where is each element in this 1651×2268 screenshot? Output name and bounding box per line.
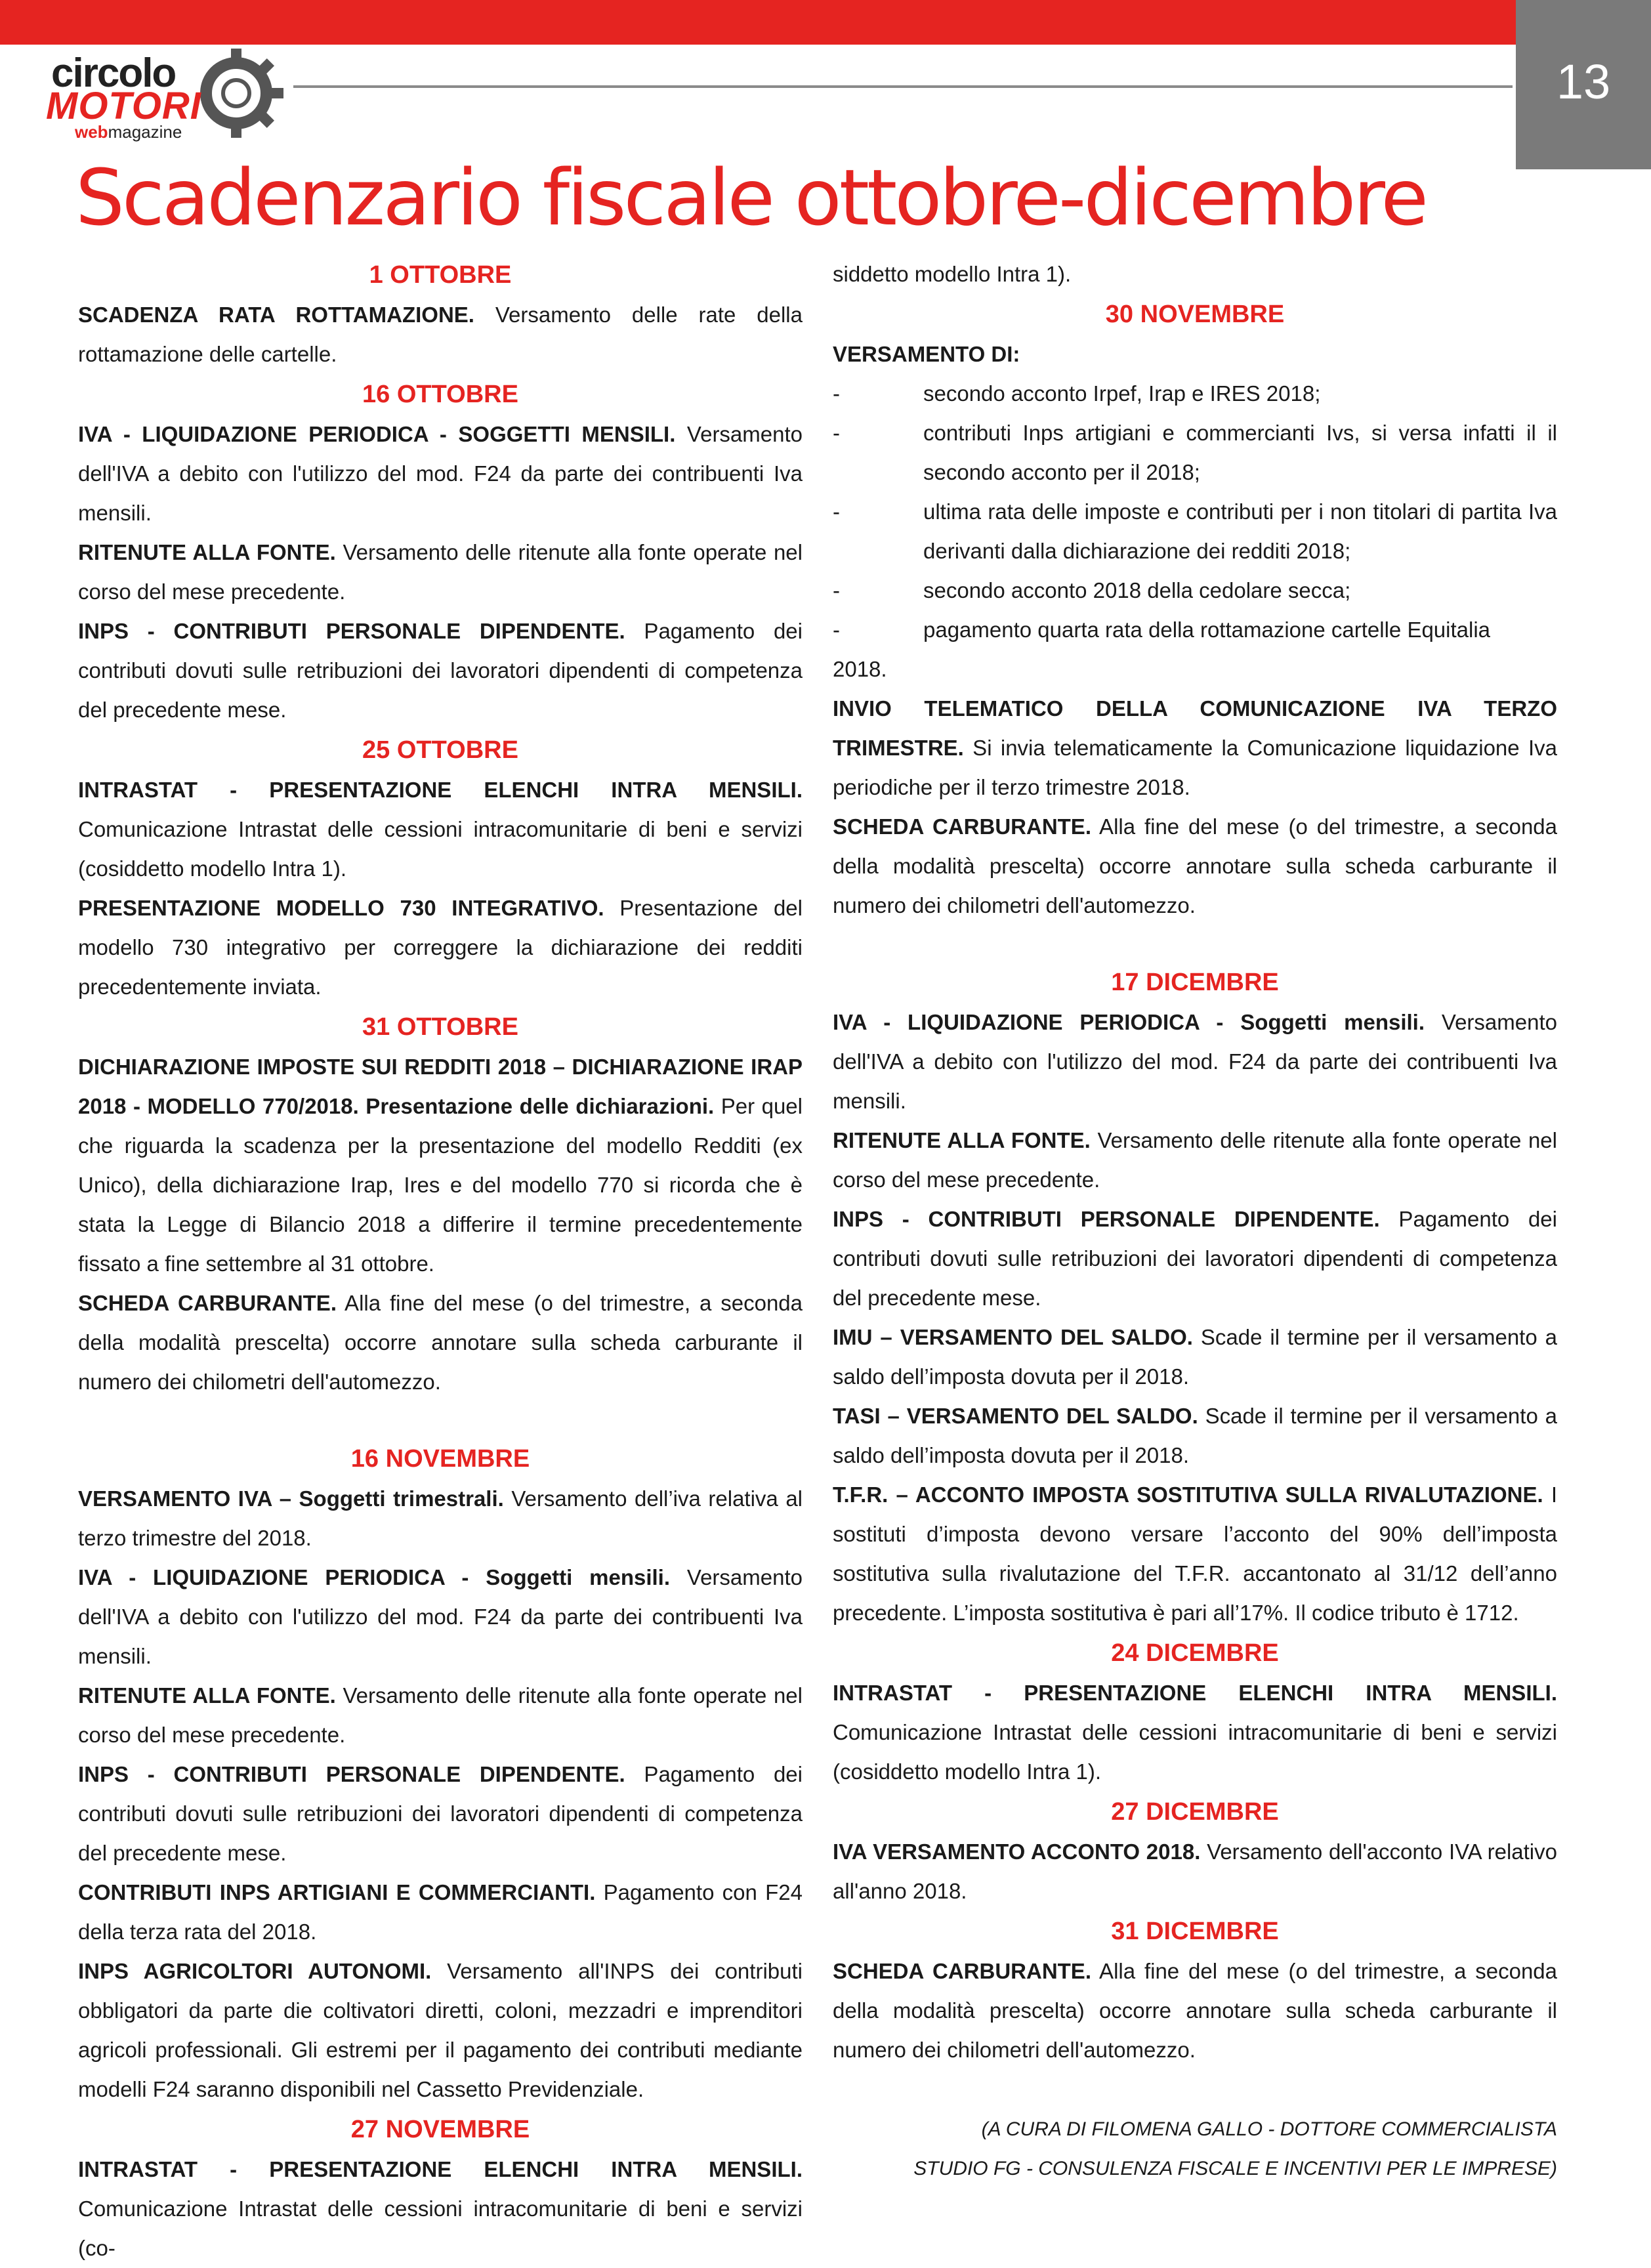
top-red-bar	[0, 0, 1516, 45]
paragraph-lead: INPS - CONTRIBUTI PERSONALE DIPENDENTE.	[833, 1207, 1380, 1231]
list-dash: -	[833, 421, 840, 445]
paragraph-text: Pagamento dei contributi dovuti sulle retribuzioni dei lavoratori dipendenti di competenza del precedente mese.	[78, 1762, 803, 1865]
paragraph-text: Versamento delle ritenute alla fonte operate nel corso del mese precedente.	[833, 1128, 1557, 1192]
date-heading: 27 NOVEMBRE	[350, 2116, 530, 2143]
paragraph-text: Pagamento dei contributi dovuti sulle retribuzioni dei lavoratori dipendenti di competenza del precedente mese.	[78, 619, 803, 722]
date-heading: 30 NOVEMBRE	[1105, 301, 1285, 328]
logo-line-motori: MOTORI	[46, 85, 201, 127]
paragraph	[833, 1673, 1557, 1792]
list-text: ultima rata delle imposte e contributi per i non titolari di partita Iva derivanti dalla dichiarazione dei redditi 2018;	[923, 499, 1557, 563]
article-credit	[833, 2110, 1557, 2189]
list-item	[833, 610, 1557, 650]
credit-line: (A CURA DI FILOMENA GALLO - DOTTORE COMMERCIALISTA	[981, 2118, 1557, 2140]
list-dash: -	[833, 381, 840, 406]
header-rule	[293, 85, 1513, 88]
date-heading: 25 OTTOBRE	[362, 736, 518, 764]
paragraph-text: Versamento dell'IVA a debito con l'utilizzo del mod. F24 da parte dei contribuenti Iva mensili.	[78, 422, 803, 525]
paragraph	[833, 335, 1557, 374]
paragraph-text: Versamento delle rate della rottamazione delle cartelle.	[78, 303, 803, 366]
date-heading: 16 OTTOBRE	[362, 381, 518, 408]
paragraph	[78, 2150, 803, 2268]
paragraph-lead: SCHEDA CARBURANTE.	[833, 814, 1091, 839]
list-dash: -	[833, 499, 840, 524]
paragraph-text: I sostituti d’imposta devono versare l’acconto del 90% dell’imposta sostitutiva sulla rivalutazione del T.F.R. accantonato al 31/12 dell’anno precedente. L’imposta sostitutiva è pari all’17%. Il codice tributo è 1712.	[833, 1482, 1557, 1625]
paragraph	[78, 1873, 803, 1952]
date-heading: 24 DICEMBRE	[1111, 1639, 1279, 1667]
list-item	[833, 374, 1557, 413]
page-number-tab	[1516, 0, 1651, 169]
paragraph-text: Versamento delle ritenute alla fonte operate nel corso del mese precedente.	[78, 540, 803, 604]
paragraph-text: Pagamento dei contributi dovuti sulle retribuzioni dei lavoratori dipendenti di competenza del precedente mese.	[833, 1207, 1557, 1310]
logo-magazine: magazine	[108, 122, 182, 142]
paragraph-lead: SCHEDA CARBURANTE.	[833, 1959, 1091, 1983]
paragraph	[78, 770, 803, 889]
paragraph	[833, 1121, 1557, 1200]
paragraph-text: Presentazione del modello 730 integrativo per correggere la dichiarazione dei redditi precedentemente inviata.	[78, 896, 803, 999]
logo-line-webmagazine	[75, 122, 182, 142]
paragraph-text: Versamento dell'IVA a debito con l'utilizzo del mod. F24 da parte dei contribuenti Iva mensili.	[78, 1565, 803, 1668]
paragraph-text: Scade il termine per il versamento a saldo dell’imposta dovuta per il 2018.	[833, 1404, 1557, 1467]
list-dash: -	[833, 578, 840, 602]
paragraph-text: Versamento dell'acconto IVA relativo all'anno 2018.	[833, 1839, 1557, 1903]
paragraph-text: Versamento dell'IVA a debito con l'utilizzo del mod. F24 da parte dei contribuenti Iva mensili.	[833, 1010, 1557, 1113]
paragraph-lead: INTRASTAT - PRESENTAZIONE ELENCHI INTRA MENSILI.	[833, 1681, 1557, 1705]
paragraph-text: Alla fine del mese (o del trimestre, a seconda della modalità prescelta) occorre annotare sulla scheda carburante il numero dei chilometri dell'automezzo.	[78, 1291, 803, 1394]
paragraph-lead: IVA VERSAMENTO ACCONTO 2018.	[833, 1839, 1201, 1864]
paragraph	[78, 1479, 803, 1558]
date-heading: 1 OTTOBRE	[369, 261, 512, 289]
paragraph-lead: VERSAMENTO IVA – Soggetti trimestrali.	[78, 1486, 504, 1511]
paragraph	[78, 415, 803, 533]
paragraph-text: Comunicazione Intrastat delle cessioni intracomunitarie di beni e servizi (cosiddetto modello Intra 1).	[78, 817, 803, 881]
paragraph-text: Alla fine del mese (o del trimestre, a seconda della modalità prescelta) occorre annotare sulla scheda carburante il numero dei chilometri dell'automezzo.	[833, 1959, 1558, 2062]
paragraph-lead: IMU – VERSAMENTO DEL SALDO.	[833, 1325, 1193, 1349]
paragraph	[78, 295, 803, 374]
paragraph-lead: T.F.R. – ACCONTO IMPOSTA SOSTITUTIVA SULLA RIVALUTAZIONE.	[833, 1482, 1543, 1507]
paragraph	[833, 807, 1557, 925]
paragraph	[78, 1558, 803, 1676]
list-text: secondo acconto 2018 della cedolare secca;	[923, 578, 1351, 602]
list-item	[833, 571, 1557, 610]
circolo-motori-logo	[46, 47, 256, 142]
paragraph	[78, 1047, 803, 1284]
spacer	[78, 1402, 803, 1438]
paragraph	[833, 1832, 1557, 1911]
paragraph-lead: IVA - LIQUIDAZIONE PERIODICA - SOGGETTI MENSILI.	[78, 422, 676, 446]
paragraph-text: Versamento all'INPS dei contributi obbligatori da parte die coltivatori diretti, coloni, mezzadri e imprenditori agricoli professionali. Gli estremi per il pagamento dei contributi mediante modelli F24 saranno disponibili nel Cassetto Previdenziale.	[78, 1959, 803, 2101]
paragraph-text: Versamento delle ritenute alla fonte operate nel corso del mese precedente.	[78, 1683, 803, 1747]
paragraph	[78, 612, 803, 730]
paragraph-lead: INVIO TELEMATICO DELLA COMUNICAZIONE IVA TERZO TRIMESTRE.	[833, 696, 1557, 760]
paragraph	[833, 1003, 1557, 1121]
right-column	[833, 255, 1557, 2070]
spacer	[833, 925, 1557, 962]
date-heading: 27 DICEMBRE	[1111, 1798, 1279, 1826]
paragraph-lead: INPS AGRICOLTORI AUTONOMI.	[78, 1959, 432, 1983]
paragraph	[78, 533, 803, 612]
left-column	[78, 255, 803, 2268]
paragraph-lead: PRESENTAZIONE MODELLO 730 INTEGRATIVO.	[78, 896, 604, 920]
paragraph-lead: VERSAMENTO DI:	[833, 342, 1020, 366]
page-number: 13	[1556, 54, 1611, 109]
paragraph-text: Versamento dell’iva relativa al terzo trimestre del 2018.	[78, 1486, 803, 1550]
paragraph-lead: RITENUTE ALLA FONTE.	[78, 1683, 336, 1708]
paragraph: siddetto modello Intra 1).	[833, 262, 1072, 286]
date-heading: 17 DICEMBRE	[1111, 969, 1279, 996]
credit-line: STUDIO FG - CONSULENZA FISCALE E INCENTIVI PER LE IMPRESE)	[913, 2158, 1557, 2179]
date-heading: 31 DICEMBRE	[1111, 1918, 1279, 1945]
paragraph-lead: IVA - LIQUIDAZIONE PERIODICA - Soggetti mensili.	[78, 1565, 671, 1589]
paragraph-lead: TASI – VERSAMENTO DEL SALDO.	[833, 1404, 1198, 1428]
paragraph	[833, 1318, 1557, 1396]
paragraph	[78, 1952, 803, 2109]
paragraph-lead: INTRASTAT - PRESENTAZIONE ELENCHI INTRA MENSILI.	[78, 778, 803, 802]
paragraph-lead: INPS - CONTRIBUTI PERSONALE DIPENDENTE.	[78, 619, 625, 643]
paragraph-lead: RITENUTE ALLA FONTE.	[833, 1128, 1091, 1152]
paragraph-lead: SCADENZA RATA ROTTAMAZIONE.	[78, 303, 474, 327]
paragraph-text: Alla fine del mese (o del trimestre, a seconda della modalità prescelta) occorre annotare sulla scheda carburante il numero dei chilometri dell'automezzo.	[833, 814, 1558, 917]
list-text: secondo acconto Irpef, Irap e IRES 2018;	[923, 381, 1321, 406]
paragraph-lead: RITENUTE ALLA FONTE.	[78, 540, 336, 564]
paragraph	[78, 889, 803, 1007]
paragraph-lead: INTRASTAT - PRESENTAZIONE ELENCHI INTRA MENSILI.	[78, 2157, 803, 2181]
paragraph-text: Si invia telematicamente la Comunicazione liquidazione Iva periodiche per il terzo trimestre 2018.	[833, 736, 1557, 799]
paragraph-text: Pagamento con F24 della terza rata del 2018.	[78, 1880, 803, 1944]
paragraph	[78, 1676, 803, 1755]
paragraph-text: Comunicazione Intrastat delle cessioni intracomunitarie di beni e servizi (cosiddetto modello Intra 1).	[833, 1720, 1557, 1784]
paragraph: 2018.	[833, 657, 887, 681]
paragraph-lead: DICHIARAZIONE IMPOSTE SUI REDDITI 2018 – DICHIARAZIONE IRAP 2018 - MODELLO 770/2018. Presentazione delle dichiarazioni.	[78, 1055, 803, 1118]
list-text: pagamento quarta rata della rottamazione cartelle Equitalia	[923, 618, 1491, 642]
date-heading: 31 OTTOBRE	[362, 1013, 518, 1041]
list-dash: -	[833, 618, 840, 642]
paragraph-lead: INPS - CONTRIBUTI PERSONALE DIPENDENTE.	[78, 1762, 625, 1786]
paragraph	[78, 1284, 803, 1402]
date-heading: 16 NOVEMBRE	[350, 1445, 530, 1473]
logo-web: web	[75, 122, 108, 142]
list-item	[833, 413, 1557, 492]
list-text: contributi Inps artigiani e commercianti Ivs, si versa infatti il il secondo acconto per il 2018;	[923, 421, 1557, 484]
paragraph	[833, 1396, 1557, 1475]
logo-line-circolo: circolo	[51, 51, 176, 96]
paragraph	[833, 1952, 1557, 2070]
paragraph	[78, 1755, 803, 1873]
paragraph	[833, 1475, 1557, 1633]
paragraph-text: Comunicazione Intrastat delle cessioni intracomunitarie di beni e servizi (co-	[78, 2196, 803, 2260]
paragraph-lead: CONTRIBUTI INPS ARTIGIANI E COMMERCIANTI.	[78, 1880, 596, 1904]
paragraph	[833, 689, 1557, 807]
paragraph-lead: IVA - LIQUIDAZIONE PERIODICA - Soggetti mensili.	[833, 1010, 1425, 1034]
paragraph-text: Scade il termine per il versamento a saldo dell’imposta dovuta per il 2018.	[833, 1325, 1557, 1389]
paragraph-lead: SCHEDA CARBURANTE.	[78, 1291, 337, 1315]
page-title: Scadenzario fiscale ottobre-dicembre	[75, 152, 1426, 243]
list-item	[833, 492, 1557, 571]
paragraph-text: Per quel che riguarda la scadenza per la presentazione del modello Redditi (ex Unico), della dichiarazione Irap, Ires e del modello 770 si ricorda che è stata la Legge di Bilancio 2018 a differire il termine precedentemente fissato a fine settembre al 31 ottobre.	[78, 1094, 803, 1276]
paragraph	[833, 1200, 1557, 1318]
